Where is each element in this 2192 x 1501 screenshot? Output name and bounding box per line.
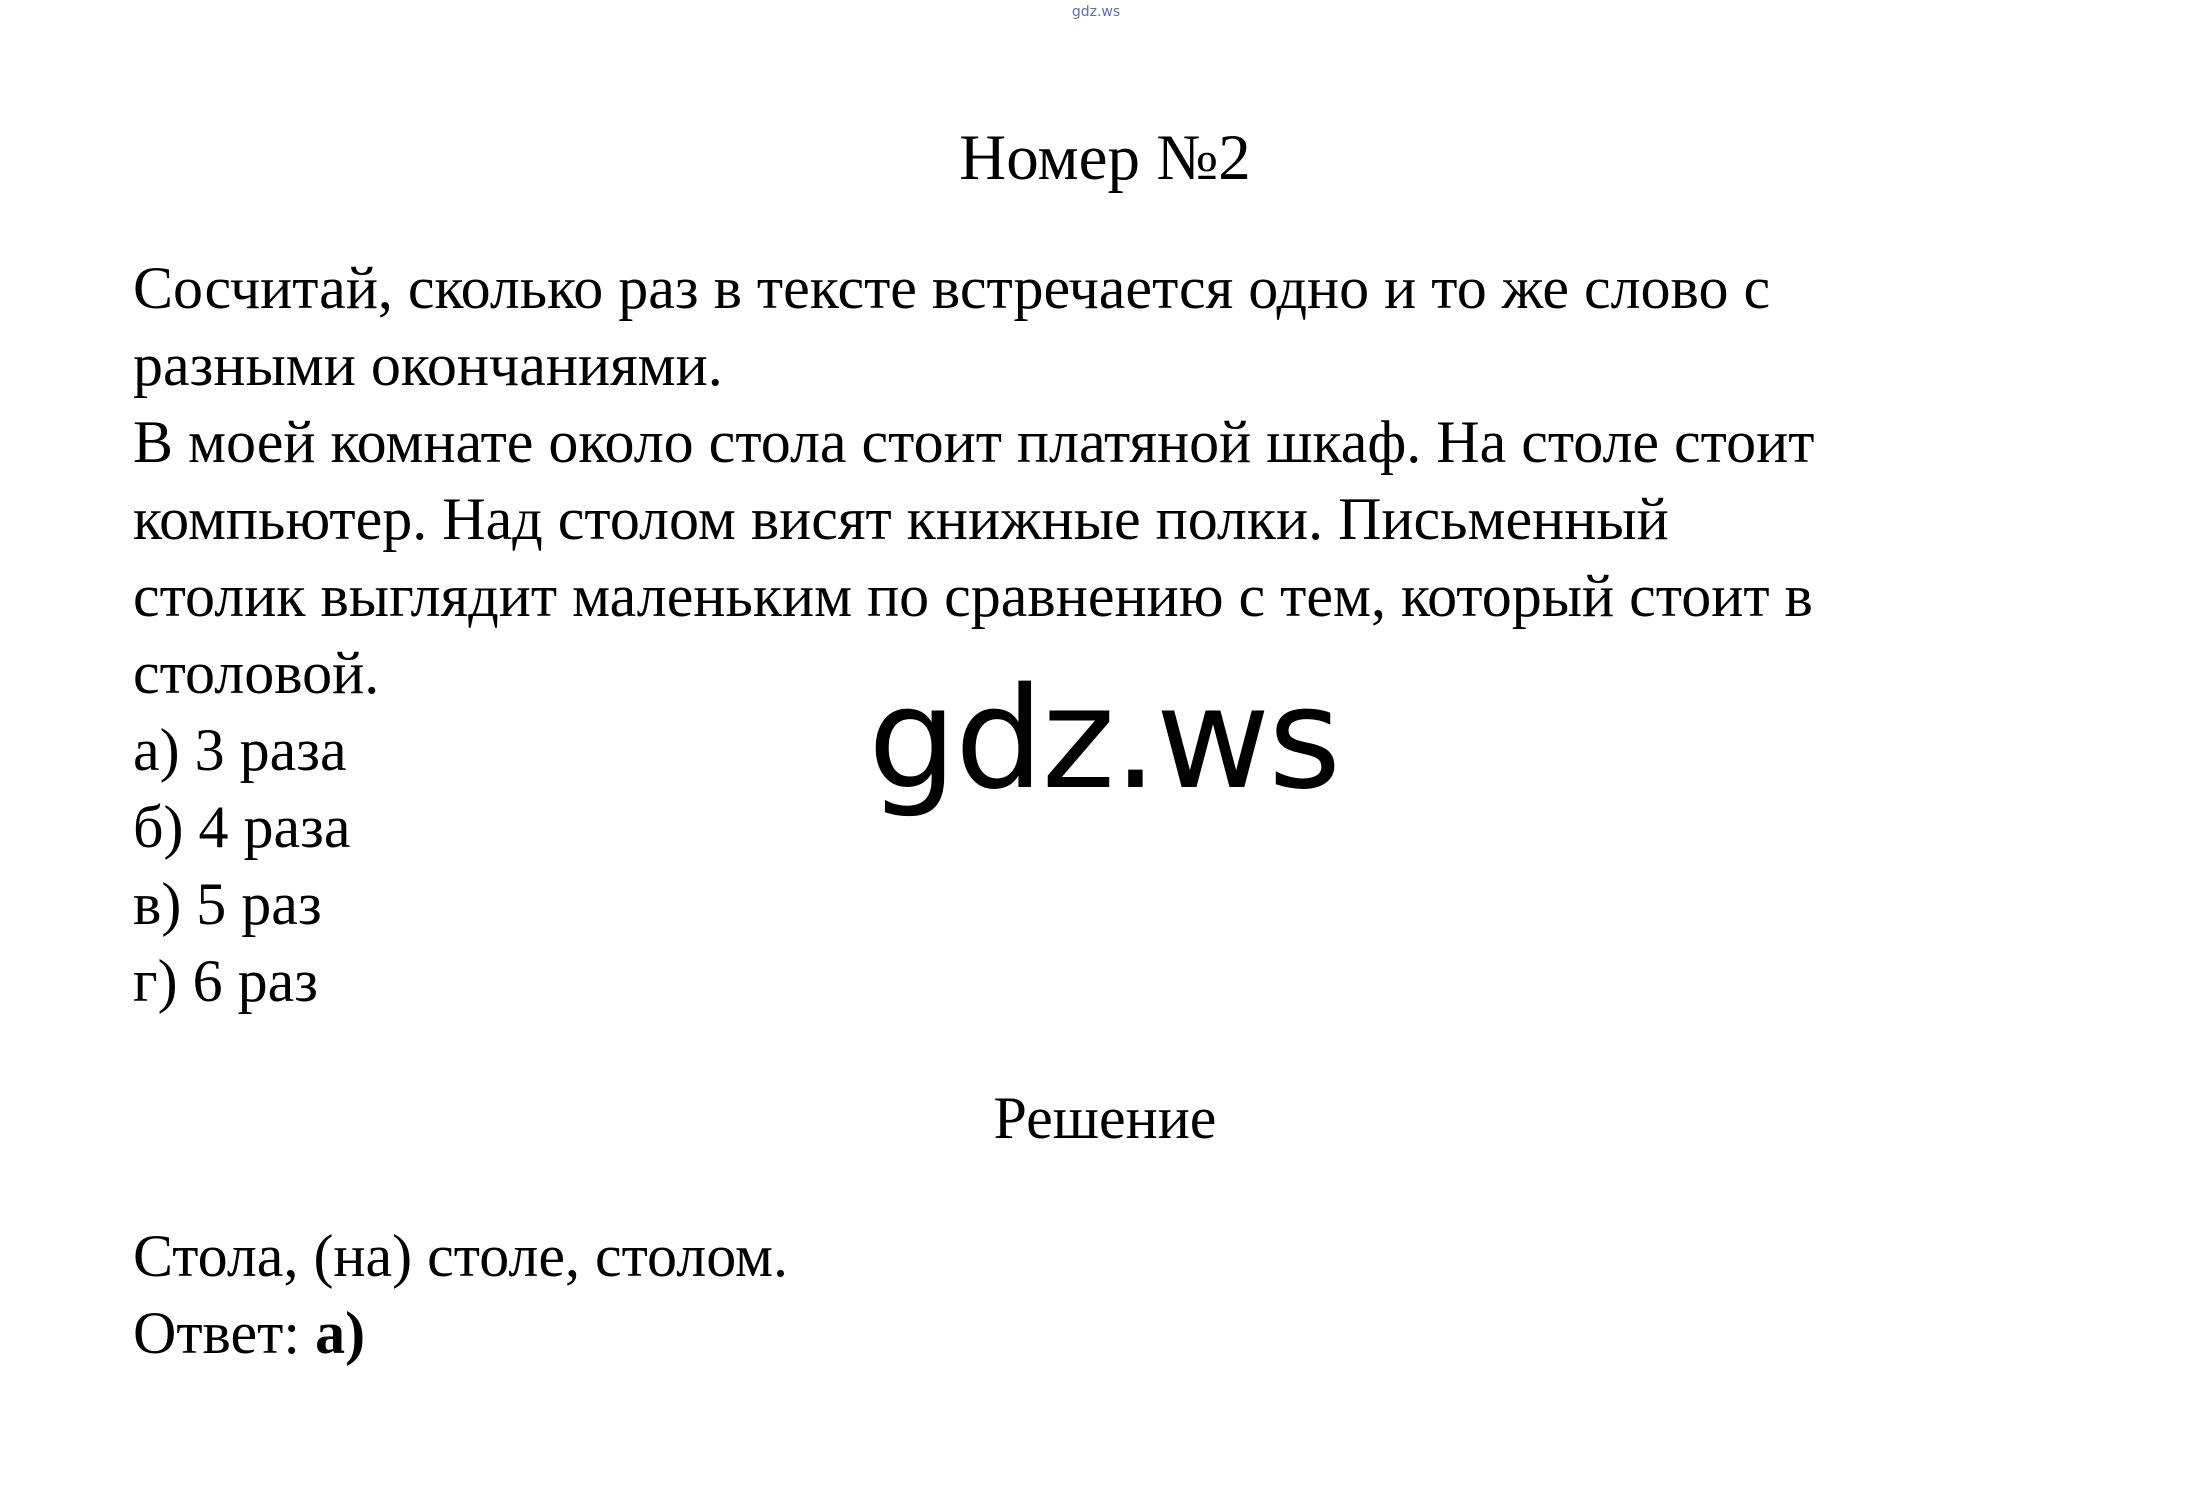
site-mark: gdz.ws bbox=[1071, 4, 1121, 20]
question-line: разными окончаниями. bbox=[133, 332, 723, 398]
text-line: компьютер. Над столом висят книжные полки. Письменный bbox=[133, 486, 1669, 552]
option-a: а) 3 раза bbox=[133, 717, 347, 783]
task-body bbox=[133, 250, 2113, 1020]
option-d: г) 6 раз bbox=[133, 948, 318, 1014]
option-b: б) 4 раза bbox=[133, 794, 351, 860]
answer-label: Ответ: bbox=[133, 1300, 316, 1366]
solution-body bbox=[133, 1218, 2113, 1372]
solution-heading: Решение bbox=[993, 1085, 1217, 1151]
text-line: столик выглядит маленьким по сравнению с тем, который стоит в bbox=[133, 563, 1813, 629]
text-line: столовой. bbox=[133, 640, 380, 706]
page-title: Номер №2 bbox=[959, 122, 1251, 194]
question-line: Сосчитай, сколько раз в тексте встречается одно и то же слово с bbox=[133, 255, 1771, 321]
text-line: В моей комнате около стола стоит платяной шкаф. На столе стоит bbox=[133, 409, 1815, 475]
option-c: в) 5 раз bbox=[133, 871, 322, 937]
answer-value: а) bbox=[315, 1300, 366, 1366]
answer-line bbox=[133, 1295, 2113, 1372]
watermark: gdz.ws bbox=[868, 658, 1340, 821]
solution-line: Стола, (на) столе, столом. bbox=[133, 1223, 789, 1289]
